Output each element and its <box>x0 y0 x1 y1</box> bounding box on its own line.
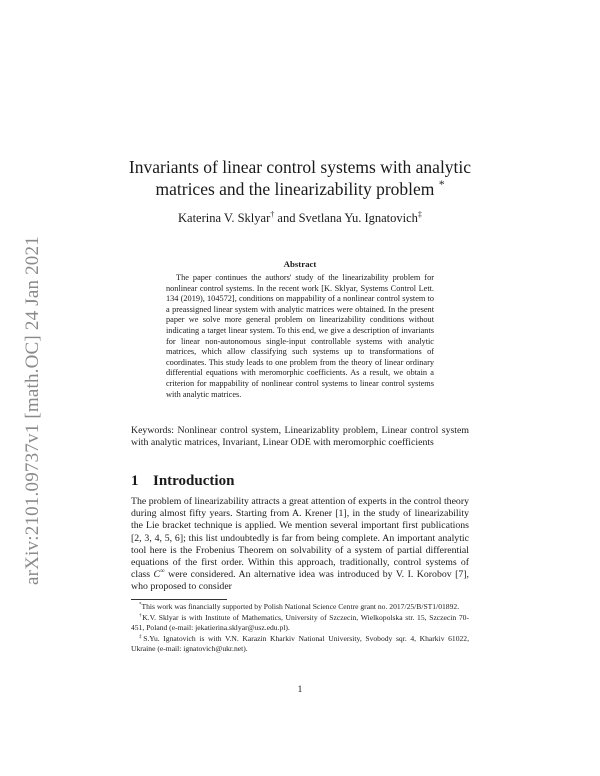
intro-text-before: The problem of linearizability attracts a great attention of experts in the control theory during almost fifty years. Starting from A. Krener [1], in the study of linearizability the Lie bracket technique is applied. We mention several important first publications [2, 3, 4, 5, 6]; this list undoubtedly is far from being complete. An important analytic tool here is the Frobenius Theorem on solvability of a system of partial differential equations of the first order. Within this approach, traditionally, control systems of class <box>131 496 469 581</box>
footnote-mark: * <box>139 602 142 608</box>
section-heading <box>131 473 234 490</box>
footnote-mark: ‡ <box>139 634 144 640</box>
footnotes <box>131 602 469 655</box>
keywords-paragraph: Keywords: Nonlinear control system, Linearizablity problem, Linear control system with analytic matrices, Invariant, Linear ODE with meromorphic coefficients <box>131 425 469 449</box>
footnote-separator <box>131 599 227 600</box>
title-line-1: Invariants of linear control systems with analytic <box>128 157 472 177</box>
intro-text-after: were considered. An alternative idea was introduced by V. I. Korobov [7], who proposed to consider <box>131 569 469 593</box>
page-number: 1 <box>297 684 303 695</box>
title-footnote-mark: * <box>438 179 445 192</box>
footnote <box>131 602 469 611</box>
footnote <box>131 613 469 632</box>
author-connector: and <box>274 211 299 225</box>
author-footnote-mark: ‡ <box>417 209 422 219</box>
author-footnote-mark: † <box>270 209 275 219</box>
arxiv-identifier-stamp: arXiv:2101.09737v1 [math.OC] 24 Jan 2021 <box>22 236 43 585</box>
math-class-symbol: C <box>153 569 161 581</box>
section-title: Introduction <box>153 473 235 489</box>
author-name: Katerina V. Sklyar <box>178 211 271 225</box>
footnote-text: S.Yu. Ignatovich is with V.N. Karazin Kharkiv National University, Svobody sqr. 4, Kharkiv 61022, Ukraine (e-mail: ignatovich@ukr.net). <box>131 634 470 653</box>
author-name: Svetlana Yu. Ignatovich <box>298 211 418 225</box>
footnote <box>131 634 469 653</box>
abstract-heading: Abstract <box>283 259 317 269</box>
paper-title <box>110 156 490 200</box>
author-list <box>110 211 490 226</box>
footnote-text: This work was financially supported by Polish National Science Centre grant no. 2017/25/B/ST1/01892. <box>141 602 460 611</box>
introduction-paragraph <box>131 496 469 594</box>
abstract-text: The paper continues the authors' study of the linearizability problem for nonlinear control systems. In the recent work [K. Sklyar, Systems Control Lett. 134 (2019), 104572], conditions on mappability of a nonlinear control system to a preassigned linear system with analytic matrices were obtained. In the present paper we solve more general problem on linearizability conditions without indicating a target linear system. To this end, we give a description of invariants for linear non-autonomous single-input controllable systems with analytic matrices, which allow classifying such systems up to transformations of coordinates. This study leads to one problem from the theory of linear ordinary differential equations with meromorphic coefficients. As a result, we obtain a criterion for mappability of nonlinear control systems to linear control systems with analytic matrices. <box>166 273 434 399</box>
footnote-mark: † <box>139 613 143 619</box>
footnote-text: K.V. Sklyar is with Institute of Mathematics, University of Szczecin, Wielkopolska str. 15, Szczecin 70-451, Poland (e-mail: jekatierina.sklyar@usz.edu.pl). <box>131 613 470 632</box>
title-line-2: matrices and the linearizability problem <box>155 179 435 199</box>
math-class-superscript: ∞ <box>160 567 165 575</box>
section-number: 1 <box>131 473 139 489</box>
